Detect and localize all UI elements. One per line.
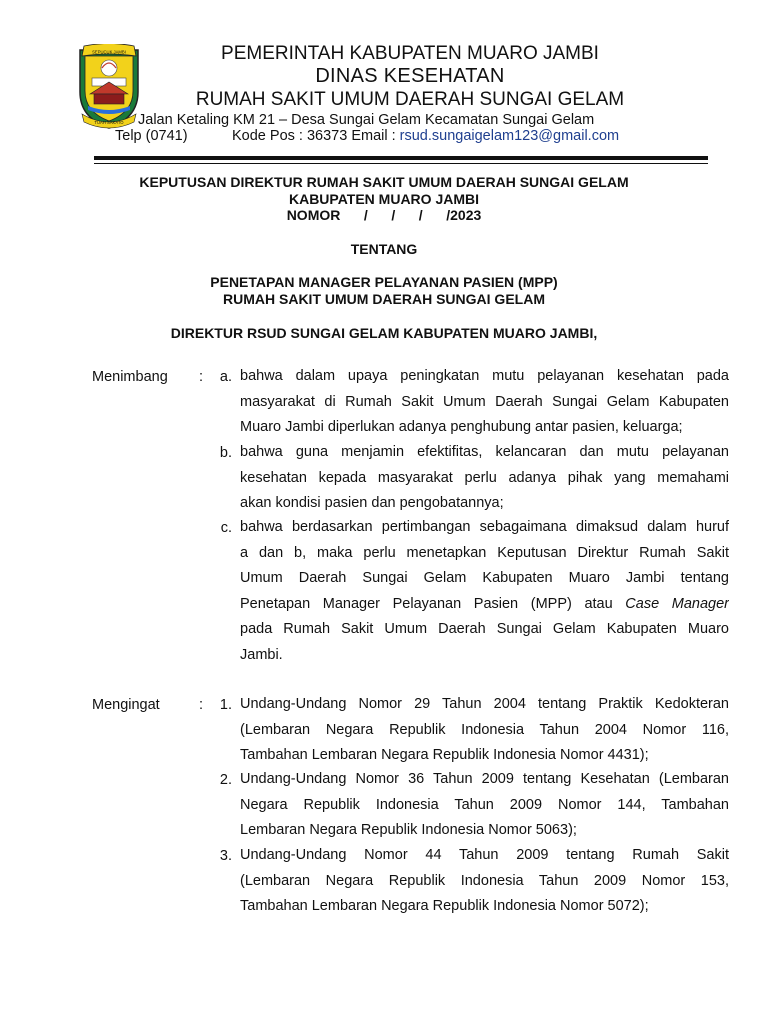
letterhead-department: DINAS KESEHATAN bbox=[315, 65, 505, 87]
list-item-line: (Lembaran Negara Republik Indonesia Tahun 2009 Nomor 153, bbox=[240, 872, 729, 889]
decree-subject-line2: RUMAH SAKIT UMUM DAERAH SUNGAI GELAM bbox=[223, 291, 545, 307]
menimbang-colon: : bbox=[199, 369, 204, 385]
menimbang-label: Menimbang bbox=[92, 369, 168, 385]
list-item-line: Tambahan Lembaran Negara Republik Indonesia Nomor 4431); bbox=[240, 747, 649, 763]
list-item-line: Negara Republik Indonesia Tahun 2009 Nomor 144, Tambahan bbox=[240, 796, 729, 813]
list-item-line: Umum Daerah Sungai Gelam Kabupaten Muaro Jambi tentang bbox=[240, 570, 729, 586]
list-item-line bbox=[240, 592, 729, 618]
mengingat-item-1 bbox=[240, 692, 729, 769]
mengingat-label: Mengingat bbox=[92, 697, 160, 713]
letterhead-address: Jalan Ketaling KM 21 – Desa Sungai Gelam Kecamatan Sungai Gelam bbox=[138, 112, 595, 128]
mengingat-item-3 bbox=[240, 843, 729, 920]
list-item-line: akan kondisi pasien dan pengobatannya; bbox=[240, 495, 504, 511]
mengingat-item-2 bbox=[240, 767, 729, 844]
letterhead-email: rsud.sungaigelam123@gmail.com bbox=[399, 128, 620, 144]
list-item-line: Muaro Jambi diperlukan adanya penghubung antar pasien, keluarga; bbox=[240, 419, 683, 435]
list-item-line: a dan b, maka perlu menetapkan Keputusan Direktur Rumah Sakit bbox=[240, 544, 729, 561]
letterhead-government: PEMERINTAH KABUPATEN MUARO JAMBI bbox=[221, 43, 599, 64]
letterhead-postal: Kode Pos : 36373 Email : bbox=[232, 128, 400, 144]
decree-title: KEPUTUSAN DIREKTUR RUMAH SAKIT UMUM DAERAH SUNGAI GELAM bbox=[139, 174, 629, 190]
list-item-line: Undang-Undang Nomor 36 Tahun 2009 tentang Kesehatan (Lembaran bbox=[240, 771, 729, 787]
menimbang-item-c bbox=[240, 515, 729, 668]
list-item-line: bahwa dalam upaya peningkatan mutu pelayanan kesehatan pada bbox=[240, 368, 729, 384]
decree-about: TENTANG bbox=[350, 241, 418, 257]
menimbang-marker-c: c. bbox=[220, 520, 232, 536]
decree-number: NOMOR / / / /2023 bbox=[286, 207, 482, 223]
list-item-line-text: Penetapan Manager Pelayanan Pasien (MPP) atau bbox=[240, 595, 613, 612]
mengingat-marker-2: 2. bbox=[219, 772, 232, 788]
case-manager-term: Case Manager bbox=[625, 595, 729, 612]
list-item-line: kesehatan kepada masyarakat perlu adanya pihak yang memahami bbox=[240, 469, 729, 486]
letterhead-rule-thick bbox=[94, 156, 708, 160]
list-item-line: bahwa berdasarkan pertimbangan sebagaimana dimaksud dalam huruf bbox=[240, 519, 729, 535]
menimbang-marker-a: a. bbox=[219, 369, 232, 385]
svg-text:SEPUCUK JAMBI: SEPUCUK JAMBI bbox=[92, 49, 126, 55]
list-item-line: bahwa guna menjamin efektifitas, kelancaran dan mutu pelayanan bbox=[240, 444, 729, 460]
mengingat-colon: : bbox=[199, 697, 204, 713]
list-item-line: (Lembaran Negara Republik Indonesia Tahun 2004 Nomor 116, bbox=[240, 721, 729, 738]
letterhead-rule-thin bbox=[94, 163, 708, 164]
menimbang-marker-b: b. bbox=[219, 445, 232, 461]
list-item-line: Lembaran Negara Republik Indonesia Nomor 5063); bbox=[240, 822, 577, 838]
letterhead-phone: Telp (0741) bbox=[115, 128, 188, 144]
mengingat-marker-3: 3. bbox=[219, 848, 232, 864]
mengingat-marker-1: 1. bbox=[219, 697, 232, 713]
decree-director: DIREKTUR RSUD SUNGAI GELAM KABUPATEN MUARO JAMBI, bbox=[170, 325, 598, 341]
list-item-line: Tambahan Lembaran Negara Republik Indonesia Nomor 5072); bbox=[240, 898, 649, 914]
list-item-line: pada Rumah Sakit Umum Daerah Sungai Gelam Kabupaten Muaro bbox=[240, 621, 729, 637]
list-item-line: masyarakat di Rumah Sakit Umum Daerah Sungai Gelam Kabupaten bbox=[240, 393, 729, 410]
list-item-line: Undang-Undang Nomor 29 Tahun 2004 tentang Praktik Kedokteran bbox=[240, 696, 729, 712]
letterhead-hospital: RUMAH SAKIT UMUM DAERAH SUNGAI GELAM bbox=[195, 89, 625, 110]
decree-regency: KABUPATEN MUARO JAMBI bbox=[288, 191, 480, 207]
letterhead-contact bbox=[115, 128, 619, 144]
list-item-line: Jambi. bbox=[240, 646, 283, 663]
menimbang-item-b bbox=[240, 440, 729, 517]
list-item-line: Undang-Undang Nomor 44 Tahun 2009 tentang Rumah Sakit bbox=[240, 847, 729, 863]
decree-subject-line1: PENETAPAN MANAGER PELAYANAN PASIEN (MPP) bbox=[210, 274, 558, 290]
svg-text:TUAH SAKATO: TUAH SAKATO bbox=[94, 120, 124, 125]
menimbang-item-a bbox=[240, 364, 729, 441]
